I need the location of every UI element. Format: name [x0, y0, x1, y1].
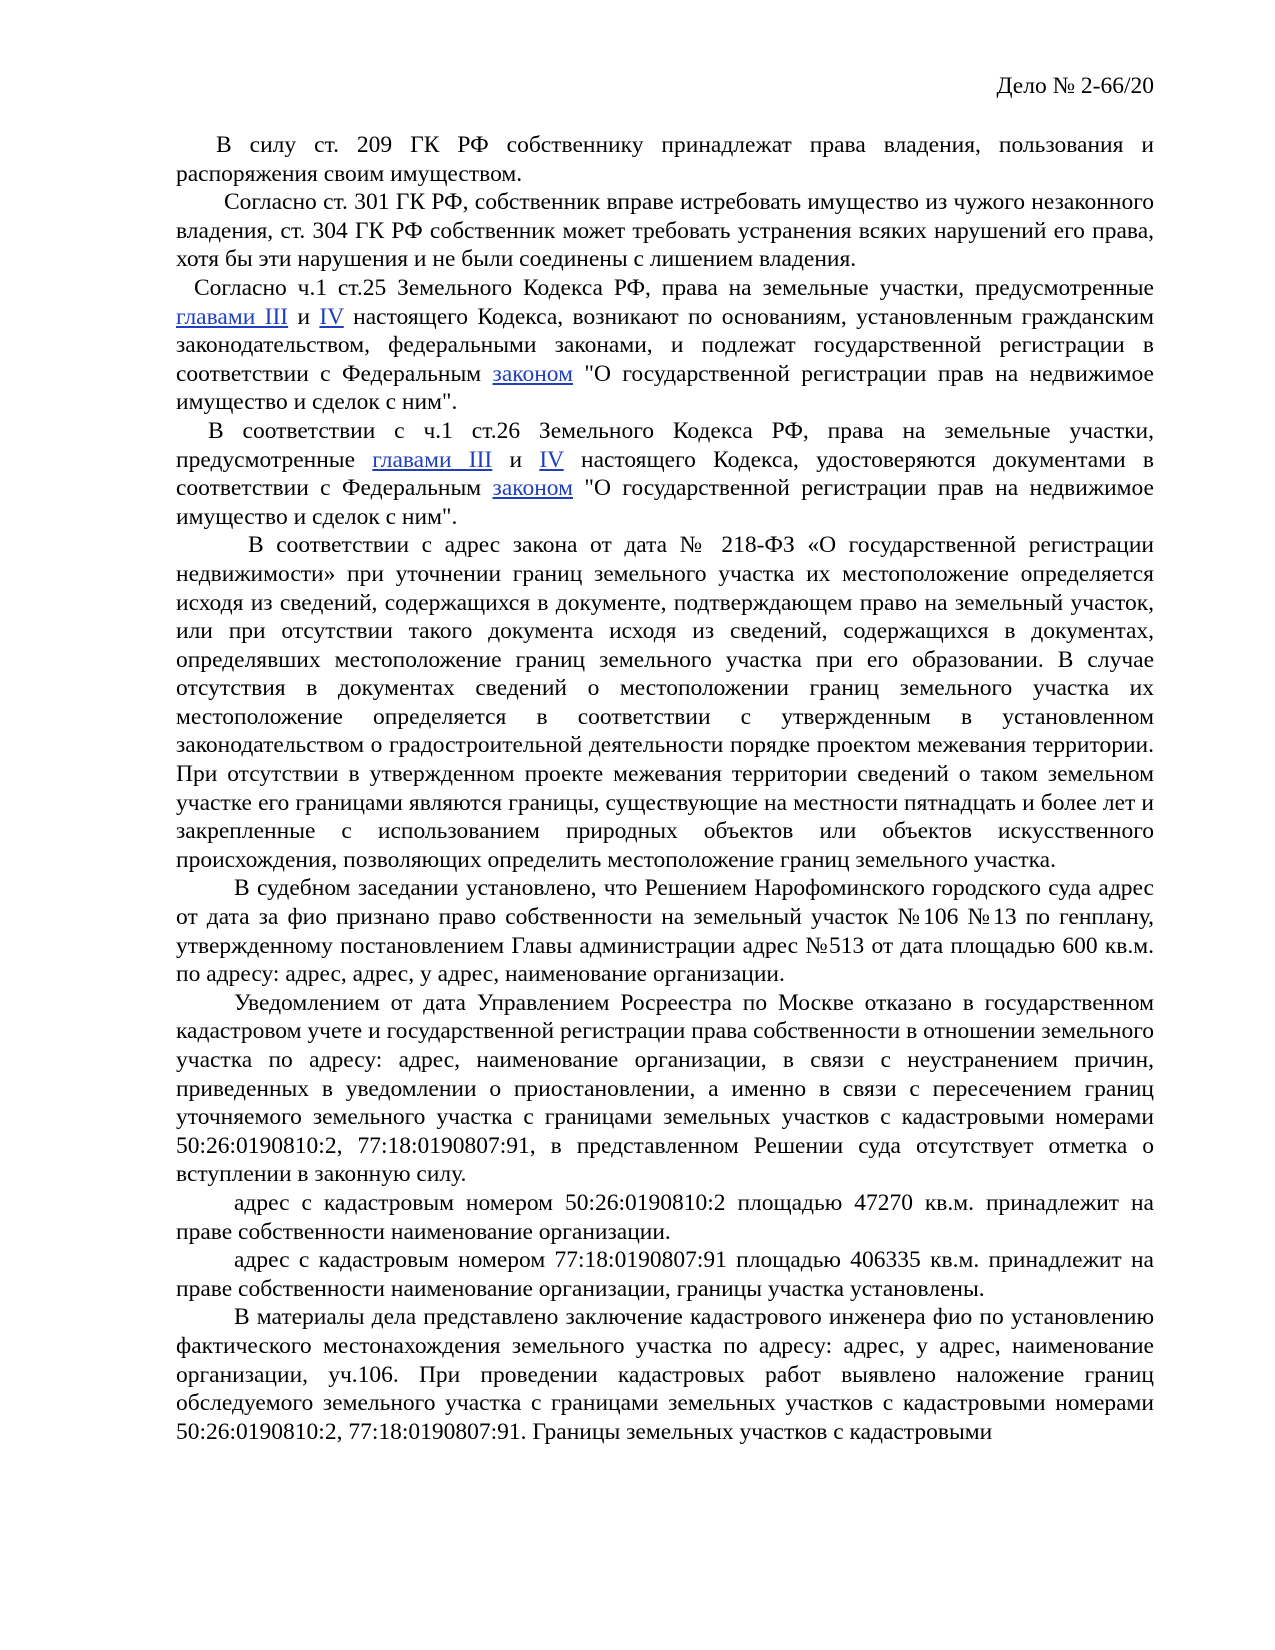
text-segment: настоящего Кодекса, возникают по основаниям, установленным гражданским законодательством, федеральными законами, и подлежат государственной регистрации в соответствии с Федеральным [176, 303, 1154, 387]
paragraph-reclaim-property: Согласно ст. 301 ГК РФ, собственник вправе истребовать имущество из чужого незаконного владения, ст. 304 ГК РФ собственник может требовать устранения всяких нарушений его права, хотя бы эти нарушения и не были соединены с лишением владения. [176, 189, 1154, 273]
link-chapter-4[interactable]: IV [539, 446, 564, 473]
text-segment: и [288, 303, 320, 330]
paragraph-parcel-406335: адрес с кадастровым номером 77:18:0190807:91 площадью 406335 кв.м. принадлежит на праве собственности наименование организации, границы участка установлены. [176, 1247, 1154, 1302]
link-chapter-3[interactable]: главами III [372, 446, 493, 473]
link-chapter-3[interactable]: главами III [176, 303, 289, 330]
paragraph-parcel-47270: адрес с кадастровым номером 50:26:0190810:2 площадью 47270 кв.м. принадлежит на праве собственности наименование организации. [176, 1189, 1154, 1245]
paragraph-land-code-article-26 [176, 417, 1154, 531]
text-segment: "О государственной регистрации прав на недвижимое имущество и сделок с ним". [176, 360, 1154, 416]
paragraph-court-findings: В судебном заседании установлено, что Решением Нарофоминского городского суда адрес от дата за фио признано право собственности на земельный участок №106 №13 по генплану, утвержденному постановлением Главы администрации адрес №513 от дата площадью 600 кв.м. по адресу: адрес, адрес, у адрес, наименование организации. [176, 875, 1154, 988]
case-number: Дело № 2-66/20 [996, 73, 1154, 99]
paragraph-ownership-rights: В силу ст. 209 ГК РФ собственнику принадлежат права владения, пользования и распоряжения своим имуществом. [176, 132, 1154, 187]
paragraph-land-code-article-25 [176, 274, 1154, 417]
text-segment: настоящего Кодекса, удостоверяются документами в соответствии с Федеральным [176, 446, 1154, 502]
text-segment: "О государственной регистрации прав на недвижимое имущество и сделок с ним". [176, 475, 1154, 530]
link-federal-law[interactable]: законом [492, 475, 573, 502]
text-segment: Согласно ч.1 ст.25 Земельного Кодекса РФ, права на земельные участки, предусмотренные [194, 274, 1154, 301]
paragraph-boundary-clarification: В соответствии с адрес закона от дата № 218-ФЗ «О государственной регистрации недвижимости» при уточнении границ земельного участка их местоположение определяется исходя из сведений, содержащихся в документе, подтверждающем право на земельный участок, или при отсутствии такого документа исходя из сведений, содержащихся в документах, определявших местоположение границ земельного участка при его образовании. В случае отсутствия в документах сведений о местоположении границ земельного участка их местоположение определяется в соответствии с утвержденным в установленном законодательством о градостроительной деятельности порядке проектом межевания территории. При отсутствии в утвержденном проекте межевания территории сведений о таком земельном участке его границами являются границы, существующие на местности пятнадцать и более лет и закрепленные с использованием природных объектов или объектов искусственного происхождения, позволяющих определить местоположение границ земельного участка. [176, 532, 1154, 873]
document-body [176, 131, 1154, 1446]
link-federal-law[interactable]: законом [492, 360, 573, 387]
paragraph-cadastral-engineer-report: В материалы дела представлено заключение кадастрового инженера фио по установлению фактического местонахождения земельного участка по адресу: адрес, у адрес, наименование организации, уч.106. При проведении кадастровых работ выявлено наложение границ обследуемого земельного участка с границами земельных участков с кадастровыми номерами 50:26:0190810:2, 77:18:0190807:91. Границы земельных участков с кадастровыми [176, 1304, 1154, 1445]
text-segment: и [492, 446, 540, 473]
paragraph-registry-refusal: Уведомлением от дата Управлением Росреестра по Москве отказано в государственном кадастровом учете и государственной регистрации права собственности в отношении земельного участка по адресу: адрес, наименование организации, в связи с неустранением причин, приведенных в уведомлении о приостановлении, а именно в связи с пересечением границ уточняемого земельного участка с границами земельных участков с кадастровыми номерами 50:26:0190810:2, 77:18:0190807:91, в представленном Решении суда отсутствует отметка о вступлении в законную силу. [176, 989, 1154, 1188]
link-chapter-4[interactable]: IV [319, 303, 344, 330]
text-segment: В соответствии с ч.1 ст.26 Земельного Кодекса РФ, права на земельные участки, предусмотренные [176, 417, 1154, 473]
